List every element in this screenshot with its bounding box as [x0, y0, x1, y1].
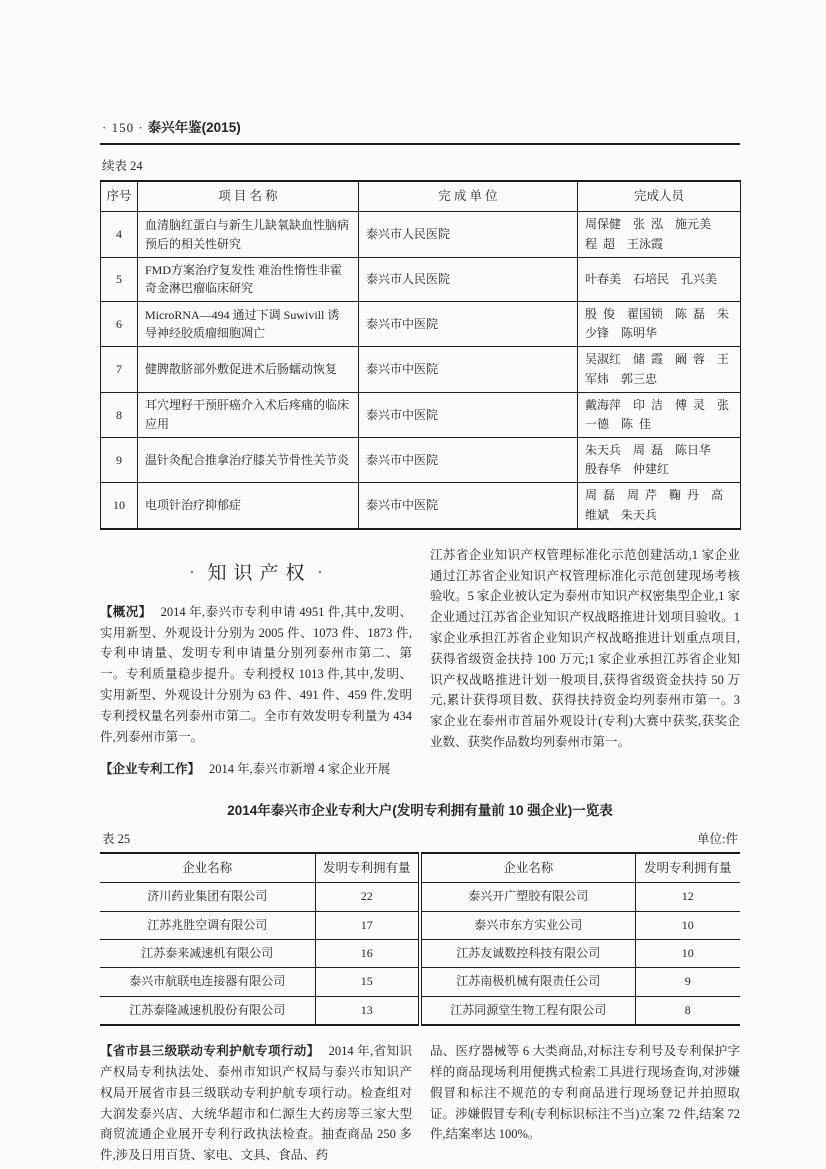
cell-company: 江苏泰来减速机有限公司: [100, 940, 315, 968]
cell-project: 血清脑红蛋白与新生儿缺氧缺血性脑病预后的相关性研究: [138, 212, 359, 257]
left-column: [100, 545, 412, 780]
table-row: [101, 483, 741, 529]
table24-caption: 续表 24: [102, 159, 143, 173]
paragraph-text: 2014 年,省知识产权局专利执法处、泰州市知识产权局与泰兴市知识产权局开展省市县三级联动专利护航专项行动。检查组对大润发泰兴店、大统华超市和仁源生大药房等三家大型商贸流通企业展开专利行政执法检查。抽查商品 250 多件,涉及日用百货、家电、文具、食品、药: [100, 1044, 412, 1163]
cell-count: 13: [315, 996, 420, 1025]
table-row: [101, 301, 741, 346]
title-dot-right: ·: [317, 564, 323, 581]
cell-unit: 泰兴市人民医院: [359, 212, 578, 257]
cell-no: 4: [101, 212, 138, 257]
right-column: [430, 545, 740, 780]
table25-title: 2014年泰兴市企业专利大户(发明专利拥有量前 10 强企业)一览表: [227, 803, 613, 819]
table24-header-people: 完成人员: [578, 181, 741, 212]
table25-caption: 表 25: [102, 832, 131, 847]
cell-people: 叶春美 石培民 孔兴美: [578, 257, 741, 301]
table-row: [100, 940, 740, 968]
article-block-1: [100, 545, 740, 780]
cell-unit: 泰兴市中医院: [359, 438, 578, 483]
cell-project: 耳穴埋籽干预肝癌介入术后疼痛的临床应用: [138, 392, 359, 437]
cell-people: 周保健 张 泓 施元美 程 超 王泳霞: [578, 212, 741, 257]
cell-company: 江苏同源堂生物工程有限公司: [420, 996, 635, 1025]
cell-people: 朱天兵 周 磊 陈日华 殷春华 仲建红: [578, 438, 741, 483]
cell-project: 电项针治疗抑郁症: [138, 483, 359, 529]
table25-header-name-1: 企业名称: [100, 853, 315, 883]
table-row: [100, 883, 740, 911]
cell-unit: 泰兴市中医院: [359, 392, 578, 437]
section-title-text: 知识产权: [207, 562, 312, 584]
article-block-2: [100, 1041, 740, 1166]
cell-company: 泰兴市东方实业公司: [420, 911, 635, 939]
table-row: [101, 257, 741, 301]
table25-header-count-1: 发明专利拥有量: [315, 853, 420, 883]
left-column: [100, 1041, 412, 1166]
cell-people: 周 磊 周 芹 鞠 丹 高维斌 朱天兵: [578, 483, 741, 529]
top-margin: [100, 0, 740, 116]
paragraph-text: 2014 年,泰兴市专利申请 4951 件,其中,发明、实用新型、外观设计分别为 2005 件、1073 件、1873 件,专利申请量、发明专利申请量分别列泰州市第二、第一。专利质量稳步提升。专利授权 1013 件,其中,发明、实用新型、外观设计分别为 63 件、491 件、459 件,发明专利授权量名列泰州市第二。全市有效发明专利量为 434 件,列泰州市第一。: [100, 604, 412, 744]
page-content: [100, 0, 740, 1166]
paragraph-enforcement: [100, 1041, 412, 1166]
table-row: [101, 392, 741, 437]
cell-people: 吴淑红 储 霞 阚 蓉 王军炜 郭三忠: [578, 347, 741, 392]
cell-company: 泰兴市航联电连接器有限公司: [100, 968, 315, 996]
cell-no: 9: [101, 438, 138, 483]
cell-no: 5: [101, 257, 138, 301]
cell-company: 泰兴开广塑胶有限公司: [420, 883, 635, 911]
cell-project: 温针灸配合推拿治疗膝关节骨性关节炎: [138, 438, 359, 483]
cell-count: 10: [635, 940, 740, 968]
cell-no: 7: [101, 347, 138, 392]
cell-count: 8: [635, 996, 740, 1025]
table24-header-row: [101, 181, 741, 212]
cell-unit: 泰兴市人民医院: [359, 257, 578, 301]
paragraph-continuation: 江苏省企业知识产权管理标准化示范创建活动,1 家企业通过江苏省企业知识产权管理标准化示范创建现场考核验收。5 家企业被认定为泰州市知识产权密集型企业,1 家企业通过江苏省企业知识产权战略推进计划项目验收。1 家企业承担江苏省企业知识产权战略推进计划重点项目,获得省级资金扶持 100 万元;1 家企业承担江苏省企业知识产权战略推进计划一般项目,获得省级资金扶持 50 万元,累计获得项目数、获得扶持资金均列泰州市第一。3 家企业在泰州市首届外观设计(专利)大赛中获奖,获奖企业数、获奖作品数均列泰州市第一。: [430, 547, 740, 749]
cell-no: 6: [101, 301, 138, 346]
table-row: [101, 347, 741, 392]
cell-unit: 泰兴市中医院: [359, 347, 578, 392]
page-header: [100, 116, 740, 136]
right-column: [430, 1041, 740, 1166]
table25-header-name-2: 企业名称: [420, 853, 635, 883]
table25-top10: [100, 852, 740, 1026]
table25-header-row: [100, 853, 740, 883]
table24-projects: [100, 180, 741, 530]
table24-header-project: 项 目 名 称: [138, 181, 359, 212]
book-title: 泰兴年鉴(2015): [147, 120, 241, 135]
cell-company: 江苏南极机械有限责任公司: [420, 968, 635, 996]
table24-header-no: 序号: [101, 181, 138, 212]
cell-count: 9: [635, 968, 740, 996]
paragraph-label: 【省市县三级联动专利护航专项行动】: [100, 1044, 320, 1059]
table-row: [101, 212, 741, 257]
paragraph-label: 【概况】: [100, 604, 152, 619]
table-row: [100, 996, 740, 1025]
table-row: [100, 968, 740, 996]
table25-unit: 单位:件: [697, 832, 738, 847]
cell-project: FMD方案治疗复发性 难治性惰性非霍奇金淋巴瘤临床研究: [138, 257, 359, 301]
paragraph-enterprise-patent: [100, 759, 412, 780]
table24-header-unit: 完 成 单 位: [359, 181, 578, 212]
cell-count: 15: [315, 968, 420, 996]
cell-no: 8: [101, 392, 138, 437]
cell-project: 健脾散脐部外敷促进术后肠蠕动恢复: [138, 347, 359, 392]
paragraph-text: 2014 年,泰兴市新增 4 家企业开展: [209, 762, 391, 777]
table-row: [101, 438, 741, 483]
cell-count: 10: [635, 911, 740, 939]
cell-people: 戴海萍 印 洁 傅 灵 张一德 陈 佳: [578, 392, 741, 437]
section-title: [100, 558, 412, 585]
cell-count: 16: [315, 940, 420, 968]
cell-count: 12: [635, 883, 740, 911]
cell-unit: 泰兴市中医院: [359, 483, 578, 529]
cell-no: 10: [101, 483, 138, 529]
cell-company: 江苏兆胜空调有限公司: [100, 911, 315, 939]
cell-people: 殷 俊 翟国锁 陈 磊 朱少锋 陈明华: [578, 301, 741, 346]
table25-header-count-2: 发明专利拥有量: [635, 853, 740, 883]
header-rule: [100, 143, 740, 145]
cell-company: 江苏友诚数控科技有限公司: [420, 940, 635, 968]
table-row: [100, 911, 740, 939]
paragraph-continuation: 品、医疗器械等 6 大类商品,对标注专利号及专利保护字样的商品现场利用便携式检索工具进行现场查询,对涉嫌假冒和标注不规范的专利商品进行现场登记并拍照取证。涉嫌假冒专利(专利标识标注不当)立案 72 件,结案 72 件,结案率达 100%。: [430, 1044, 740, 1142]
cell-project: MicroRNA—494 通过下调 Suwivill 诱导神经胶质瘤细胞凋亡: [138, 301, 359, 346]
cell-company: 济川药业集团有限公司: [100, 883, 315, 911]
cell-count: 22: [315, 883, 420, 911]
cell-company: 江苏泰隆减速机股份有限公司: [100, 996, 315, 1025]
cell-unit: 泰兴市中医院: [359, 301, 578, 346]
page-number: · 150 ·: [102, 120, 144, 135]
table25-caption-row: [102, 829, 738, 847]
cell-count: 17: [315, 911, 420, 939]
paragraph-overview: [100, 602, 412, 748]
paragraph-label: 【企业专利工作】: [100, 762, 201, 777]
title-dot-left: ·: [189, 564, 195, 581]
